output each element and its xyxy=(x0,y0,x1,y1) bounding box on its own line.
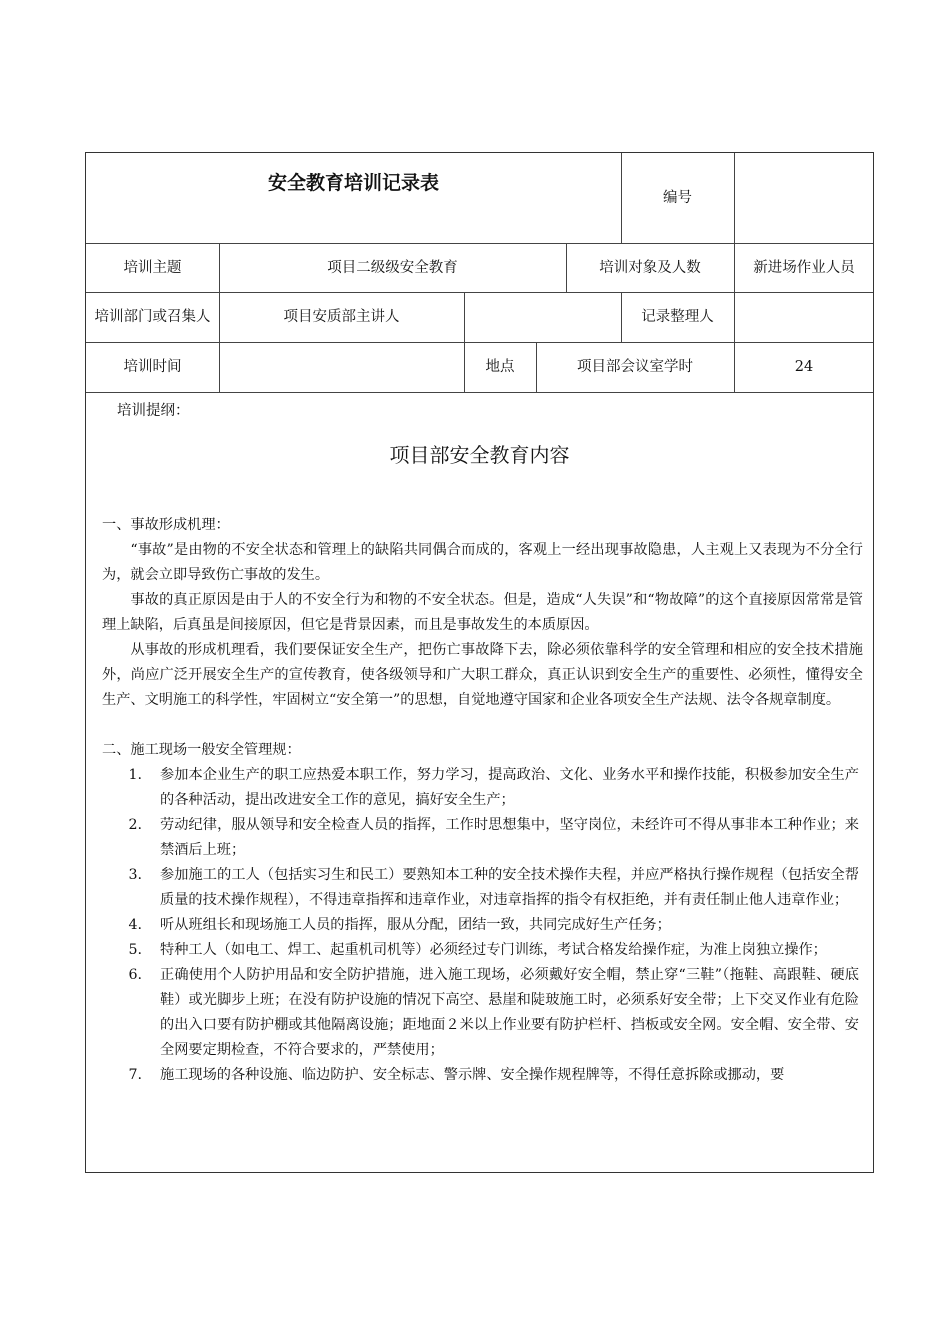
list-number: 5. xyxy=(128,942,142,958)
form-title: 安全教育培训记录表 xyxy=(267,172,439,194)
audience-label: 培训对象及人数 xyxy=(599,259,701,276)
place-label: 地点 xyxy=(485,359,515,375)
list-number: 7. xyxy=(128,1067,142,1083)
audience-value: 新进场作业人员 xyxy=(753,259,855,276)
content-body xyxy=(102,513,863,1088)
recorder-value xyxy=(734,292,874,342)
list-text: 正确使用个人防护用品和安全防护措施，进入施工现场，必须戴好安全帽，禁止穿“三鞋”（拖鞋、高跟鞋、硬底鞋）或光脚步上班；在没有防护设施的情况下高空、悬崖和陡玻施工时，必须系好安全带；上下交叉作业有危险的出入口要有防护棚或其他隔离设施；距地面２米以上作业要有防护栏杆、挡板或安全网。安全帽、安全带、安全网要定期检查，不符合要求的，严禁使用； xyxy=(160,967,859,1058)
list-item xyxy=(102,938,863,963)
paragraph: 事故的真正原因是由于人的不安全行为和物的不安全状态。但是，造成“人失误”和“物故障”的这个直接原因常常是管理上缺陷，后真虽是间接原因，但它是背景因素，而且是事故发生的本质原因。 xyxy=(102,592,863,633)
list-text: 听从班组长和现场施工人员的指挥，服从分配，团结一致，共同完成好生产任务； xyxy=(160,917,671,933)
time-value xyxy=(219,342,464,392)
list-number: 6. xyxy=(128,967,142,983)
list-text: 参加施工的工人（包括实习生和民工）要熟知本工种的安全技术操作夫程，并应严格执行操作规程（包括安全帮质量的技术操作规程），不得违章指挥和违章作业，对违章指挥的指令有权拒绝，并有责任制止他人违章作业； xyxy=(160,867,859,908)
list-number: 4. xyxy=(128,917,142,933)
section-heading: 二、施工现场一般安全管理规： xyxy=(102,742,301,758)
paragraph: “事故”是由物的不安全状态和管理上的缺陷共同偶合而成的，客观上一经出现事故隐患，人主观上又表现为不分全行为，就会立即导致伤亡事故的发生。 xyxy=(102,542,863,583)
dept-value: 项目安质部主讲人 xyxy=(283,309,400,325)
list-item xyxy=(102,813,863,863)
content-title: 项目部安全教育内容 xyxy=(389,443,570,467)
row-divider xyxy=(86,392,873,393)
list-text: 参加本企业生产的职工应热爱本职工作，努力学习，提高政治、文化、业务水平和操作技能，积极参加安全生产的各种活动，提出改进安全工作的意见，搞好安全生产； xyxy=(160,767,859,808)
list-number: 3. xyxy=(128,867,142,883)
number-label: 编号 xyxy=(663,190,692,206)
training-record-form xyxy=(85,152,874,1173)
list-text: 特种工人（如电工、焊工、起重机司机等）必须经过专门训练，考试合格发给操作症，为准上岗独立操作； xyxy=(160,942,827,958)
topic-value: 项目二级级安全教育 xyxy=(327,259,458,276)
paragraph: 从事故的形成机理看，我们要保证安全生产，把伤亡事故降下去，除必须依靠科学的安全管理和相应的安全技术措施外，尚应广泛开展安全生产的宣传教育，使各级领导和广大职工群众，真正认识到安全生产的重要性、必须性，懂得安全生产、文明施工的科学性，牢固树立“安全第一”的思想，自觉地遵守国家和企业各项安全生产法规、法令各规章制度。 xyxy=(102,642,863,708)
list-item xyxy=(102,1063,863,1088)
time-label: 培训时间 xyxy=(123,359,182,375)
list-number: 1. xyxy=(128,767,142,783)
recorder-label: 记录整理人 xyxy=(641,309,714,325)
list-item xyxy=(102,763,863,813)
list-number: 2. xyxy=(128,817,142,833)
dept-label: 培训部门或召集人 xyxy=(94,309,211,325)
list-text: 劳动纪律，服从领导和安全检查人员的指挥，工作时思想集中，坚守岗位，未经许可不得从事非本工种作业；来禁酒后上班； xyxy=(160,817,859,858)
list-item xyxy=(102,963,863,1063)
list-item xyxy=(102,863,863,913)
outline-label: 培训提纲： xyxy=(117,403,190,419)
hours-value: 24 xyxy=(794,359,814,375)
place-value: 项目部会议室学时 xyxy=(577,359,693,375)
list-text: 施工现场的各种设施、临边防护、安全标志、警示牌、安全操作规程牌等，不得任意拆除或挪动，要 xyxy=(160,1067,785,1083)
list-item xyxy=(102,913,863,938)
topic-label: 培训主题 xyxy=(123,259,182,276)
number-value xyxy=(734,153,874,243)
section-heading: 一、事故形成机理： xyxy=(102,517,230,533)
